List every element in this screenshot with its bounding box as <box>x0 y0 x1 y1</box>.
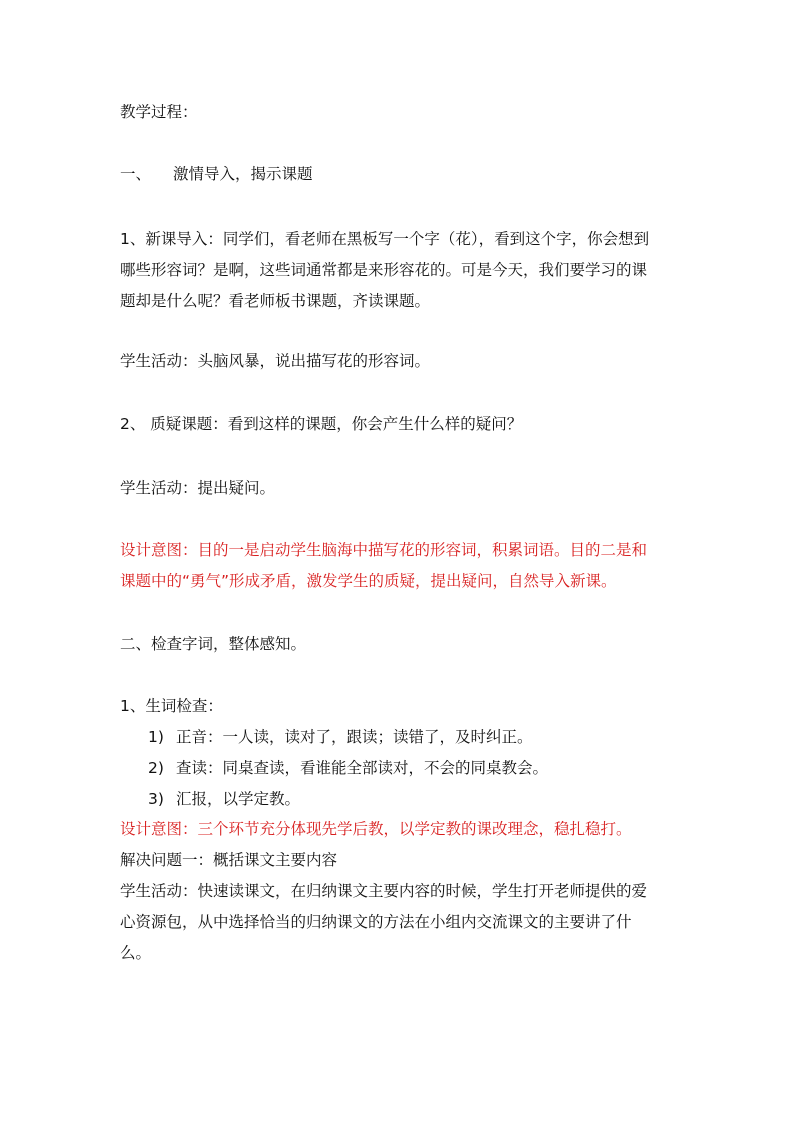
paragraph-1-line-1: 1、新课导入：同学们，看老师在黑板写一个字（花），看到这个字，你会想到 <box>120 230 650 248</box>
list-item-number: 2) <box>148 759 164 777</box>
paragraph-1-line-2: 哪些形容词？是啊，这些词通常都是来形容花的。可是今天，我们要学习的课 <box>120 261 648 279</box>
section-1-heading <box>120 163 680 185</box>
list-item-text: 正音：一人读，读对了，跟读；读错了，及时纠正。 <box>176 728 533 746</box>
list-item-number: 3) <box>148 790 164 808</box>
list-item <box>148 726 708 748</box>
student-activity-3-line-2: 心资源包，从中选择恰当的归纳课文的方法在小组内交流课文的主要讲了什 <box>120 913 632 931</box>
student-activity-1: 学生活动：头脑风暴，说出描写花的形容词。 <box>120 352 431 370</box>
list-item <box>148 788 708 810</box>
problem-1-heading: 解决问题一：概括课文主要内容 <box>120 851 338 869</box>
design-intent-1-line-2: 课题中的“勇气”形成矛盾，激发学生的质疑，提出疑问，自然导入新课。 <box>120 572 617 590</box>
list-item-number: 1) <box>148 728 164 746</box>
paragraph-3: 1、生词检查： <box>120 697 223 715</box>
section-1-title: 激情导入，揭示课题 <box>173 165 313 183</box>
student-activity-2: 学生活动：提出疑问。 <box>120 479 276 497</box>
design-intent-2: 设计意图：三个环节充分体现先学后教，以学定教的课改理念，稳扎稳打。 <box>120 820 632 838</box>
paragraph-1-line-3: 题却是什么呢？看老师板书课题，齐读课题。 <box>120 292 431 310</box>
paragraph-2: 2、 质疑课题：看到这样的课题，你会产生什么样的疑问？ <box>120 415 523 433</box>
list-item-text: 查读：同桌查读，看谁能全部读对，不会的同桌教会。 <box>176 759 549 777</box>
design-intent-1-line-1: 设计意图：目的一是启动学生脑海中描写花的形容词，积累词语。目的二是和 <box>120 541 648 559</box>
heading: 教学过程： <box>120 103 198 121</box>
student-activity-3-line-3: 么。 <box>120 944 152 962</box>
section-1-marker: 一、 <box>120 165 152 183</box>
list-item <box>148 757 708 779</box>
student-activity-3-line-1: 学生活动：快速读课文，在归纳课文主要内容的时候，学生打开老师提供的爱 <box>120 882 648 900</box>
list-item-text: 汇报，以学定教。 <box>176 790 301 808</box>
section-2-heading: 二、检查字词，整体感知。 <box>120 635 307 653</box>
